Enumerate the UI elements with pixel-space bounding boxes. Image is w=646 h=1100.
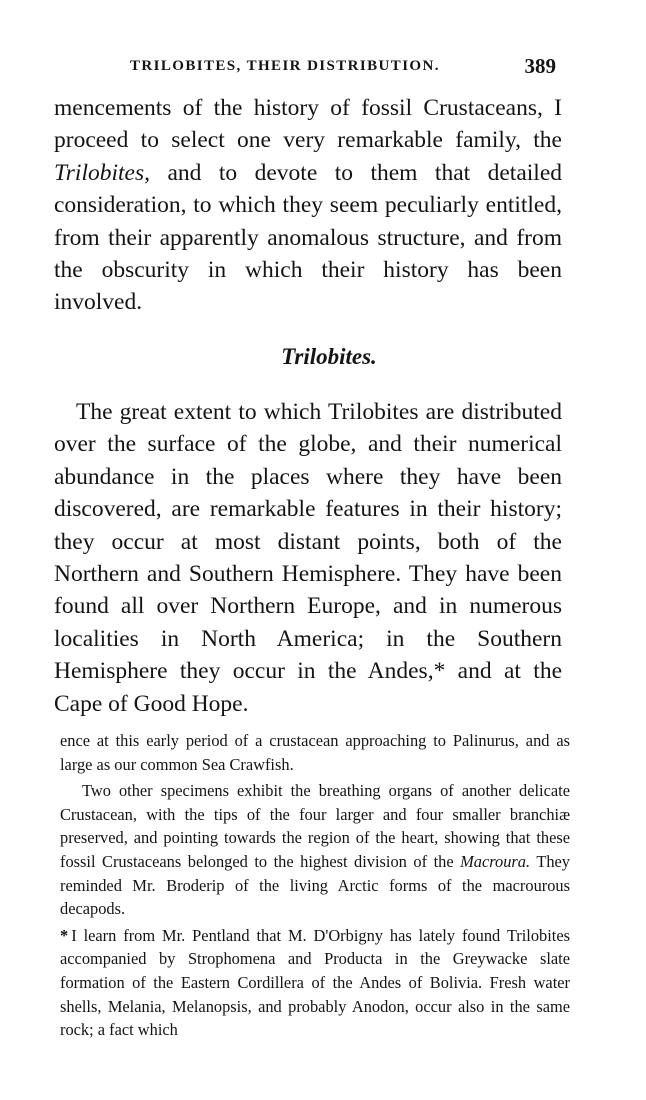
- paragraph-crustaceans: [54, 92, 562, 319]
- page-number: 389: [524, 54, 556, 78]
- paragraph-crustaceans-text: mencements of the history of fossil Crustaceans, I proceed to select one very remarkable family, the: [54, 95, 562, 154]
- footnote-specimens: [60, 779, 570, 921]
- macroura-emphasis: Macroura.: [460, 851, 531, 871]
- footnote-specimens-text-end: They reminded Mr. Broderip of the living Arctic forms of the macrourous decapods.: [60, 851, 570, 919]
- running-title: TRILOBITES, THEIR DISTRIBUTION.: [130, 58, 440, 74]
- footnotes: [60, 729, 570, 1045]
- footnote-marker: *: [60, 925, 69, 945]
- trilobites-emphasis: Trilobites,: [54, 159, 150, 186]
- paragraph-crustaceans-text-end: and to devote to them that detailed consideration, to which they seem peculiarly entitled, from their apparently anomalous structure, and from the obscurity in which their history has been involved.: [54, 159, 562, 316]
- running-head: [130, 56, 556, 82]
- footnote-star-text: I learn from Mr. Pentland that M. D'Orbigny has lately found Trilobites accompanied by Strophomena and Producta in the Greywacke slate formation of the Eastern Cordillera of the Andes of Bolivia. Fresh water shells, Melania, Melanopsis, and probably Anodon, occur also in the same rock; a fact which: [60, 925, 570, 1040]
- footnote-star: [60, 924, 570, 1042]
- footnote-continuation: ence at this early period of a crustacean approaching to Palinurus, and as large as our common Sea Crawfish.: [60, 731, 570, 774]
- section-heading-trilobites: Trilobites.: [281, 344, 377, 369]
- paragraph-distribution: The great extent to which Trilobites are distributed over the surface of the globe, and their numerical abundance in the places where they have been discovered, are remarkable features in their history; they occur at most distant points, both of the Northern and Southern Hemisphere. They have been found all over Northern Europe, and in numerous localities in North America; in the Southern Hemisphere they occur in the Andes,* and at the Cape of Good Hope.: [54, 399, 562, 717]
- footnote-specimens-text: Two other specimens exhibit the breathing organs of another delicate Crustacean, with the tips of the four larger and four smaller branchiæ preserved, and pointing towards the region of the heart, showing that these fossil Crustaceans belonged to the highest division of the: [60, 781, 570, 871]
